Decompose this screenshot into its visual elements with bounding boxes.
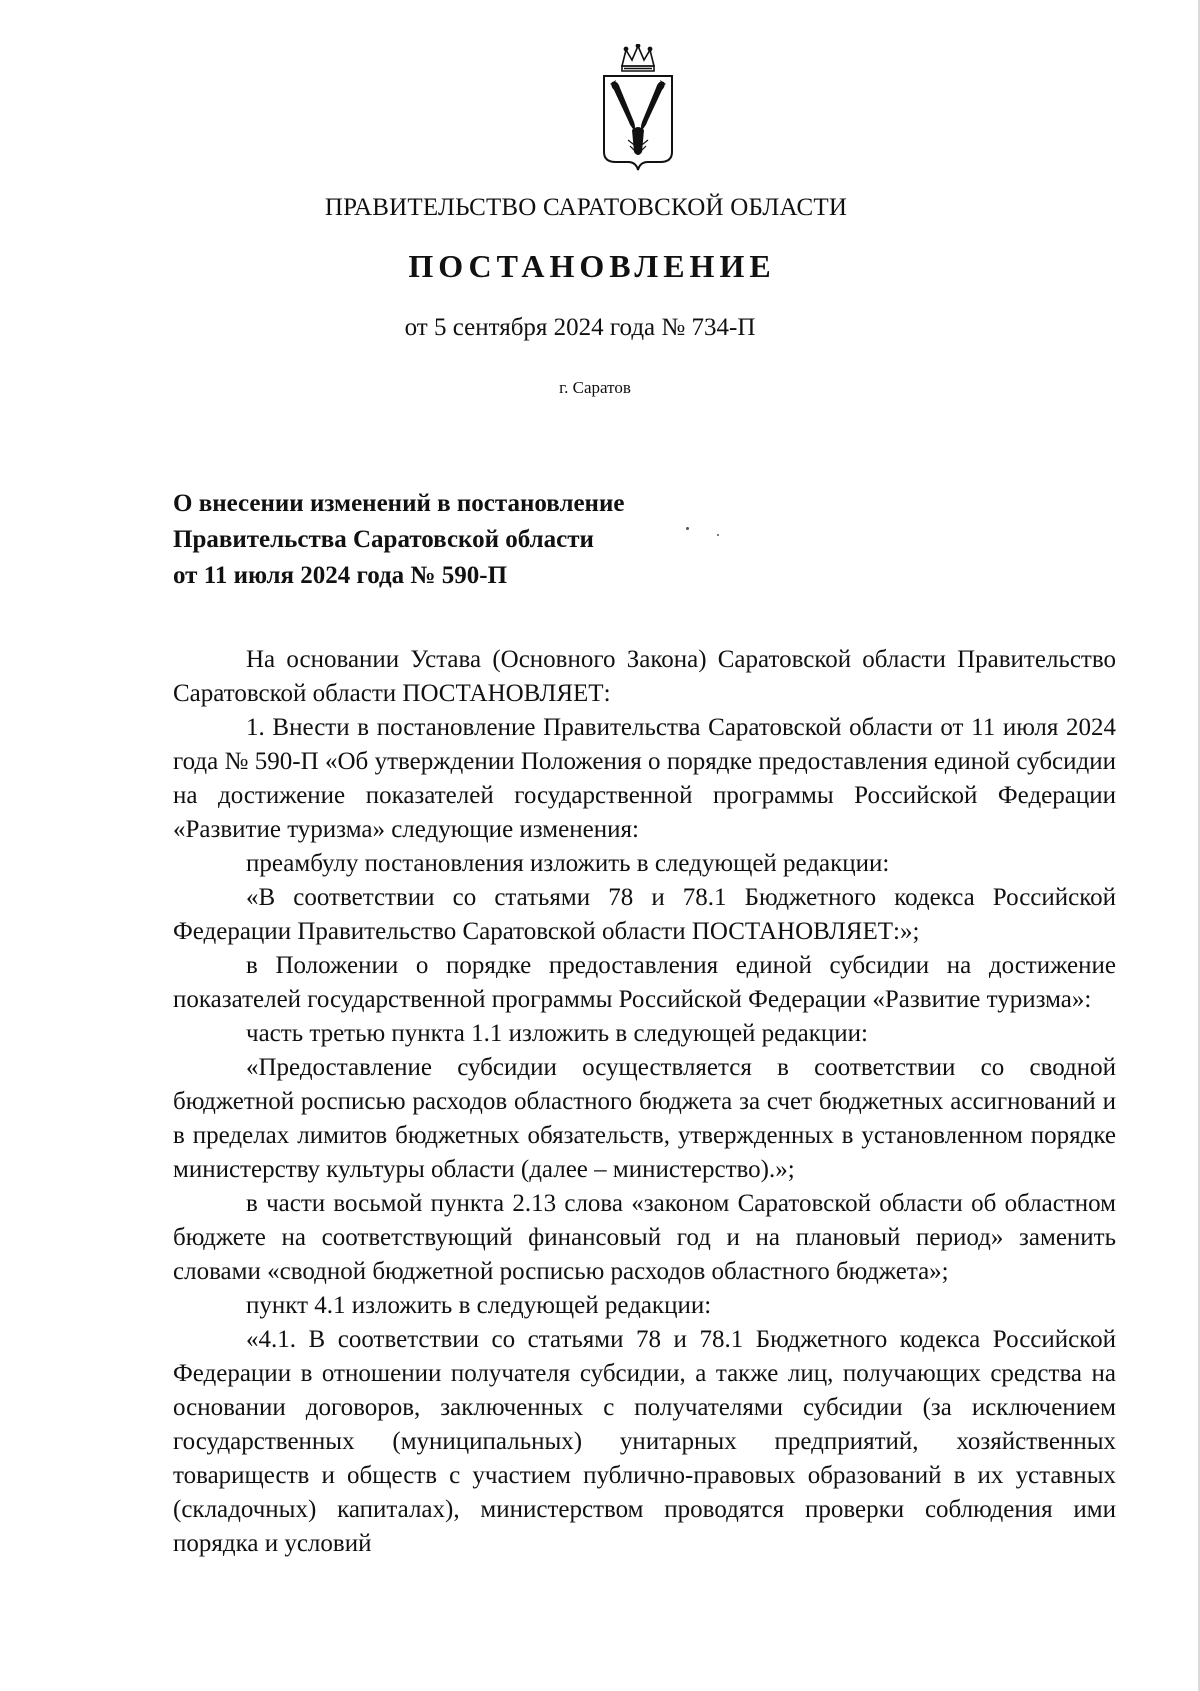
scan-speck xyxy=(686,527,689,530)
title-line: Правительства Саратовской области xyxy=(173,526,594,553)
document-body xyxy=(173,643,1116,1561)
document-title xyxy=(173,486,624,594)
title-line: О внесении изменений в постановление xyxy=(173,490,625,517)
document-city: г. Саратов xyxy=(559,378,631,397)
body-paragraph: «4.1. В соответствии со статьями 78 и 78.1 Бюджетного кодекса Российской Федерации в отношении получателя субсидии, а также лиц, получающих средства на основании договоров, заключенных с получателями субсидии (за исключением государственных (муниципальных) унитарных предприятий, хозяйственных товариществ и обществ с участием публично-правовых образований в их уставных (складочных) капиталах), министерством проводятся проверки соблюдения ими порядка и условий xyxy=(173,1326,1116,1557)
body-paragraph: пункт 4.1 изложить в следующей редакции: xyxy=(246,1292,712,1319)
body-paragraph: 1. Внести в постановление Правительства Саратовской области от 11 июля 2024 года № 590-П «Об утверждении Положения о порядке предоставления единой субсидии на достижение показателей государственной программы Российской Федерации «Развитие туризма» следующие изменения: xyxy=(173,714,1116,843)
scan-speck xyxy=(717,534,719,536)
body-paragraph: часть третью пункта 1.1 изложить в следующей редакции: xyxy=(246,1020,868,1047)
body-paragraph: в части восьмой пункта 2.13 слова «законом Саратовской области об областном бюджете на соответствующий финансовый год и на плановый период» заменить словами «сводной бюджетной росписью расходов областного бюджета»; xyxy=(173,1190,1116,1285)
body-paragraph: в Положении о порядке предоставления единой субсидии на достижение показателей государственной программы Российской Федерации «Развитие туризма»: xyxy=(173,952,1116,1013)
body-paragraph: «Предоставление субсидии осуществляется в соответствии со сводной бюджетной росписью расходов областного бюджета за счет бюджетных ассигнований и в пределах лимитов бюджетных обязательств, утвержденных в установленном порядке министерству культуры области (далее – министерство).»; xyxy=(173,1054,1116,1183)
document-date-number: от 5 сентября 2024 года № 734-П xyxy=(404,314,756,341)
government-name: ПРАВИТЕЛЬСТВО САРАТОВСКОЙ ОБЛАСТИ xyxy=(324,194,848,221)
body-paragraph: преамбулу постановления изложить в следующей редакции: xyxy=(246,850,890,877)
title-line: от 11 июля 2024 года № 590-П xyxy=(173,562,508,589)
body-paragraph: На основании Устава (Основного Закона) Саратовской области Правительство Саратовской области ПОСТАНОВЛЯЕТ: xyxy=(173,646,1116,707)
saratov-coat-of-arms-icon xyxy=(598,44,678,176)
document-type: ПОСТАНОВЛЕНИЕ xyxy=(408,248,776,284)
body-paragraph: «В соответствии со статьями 78 и 78.1 Бюджетного кодекса Российской Федерации Правительство Саратовской области ПОСТАНОВЛЯЕТ:»; xyxy=(173,884,1116,945)
